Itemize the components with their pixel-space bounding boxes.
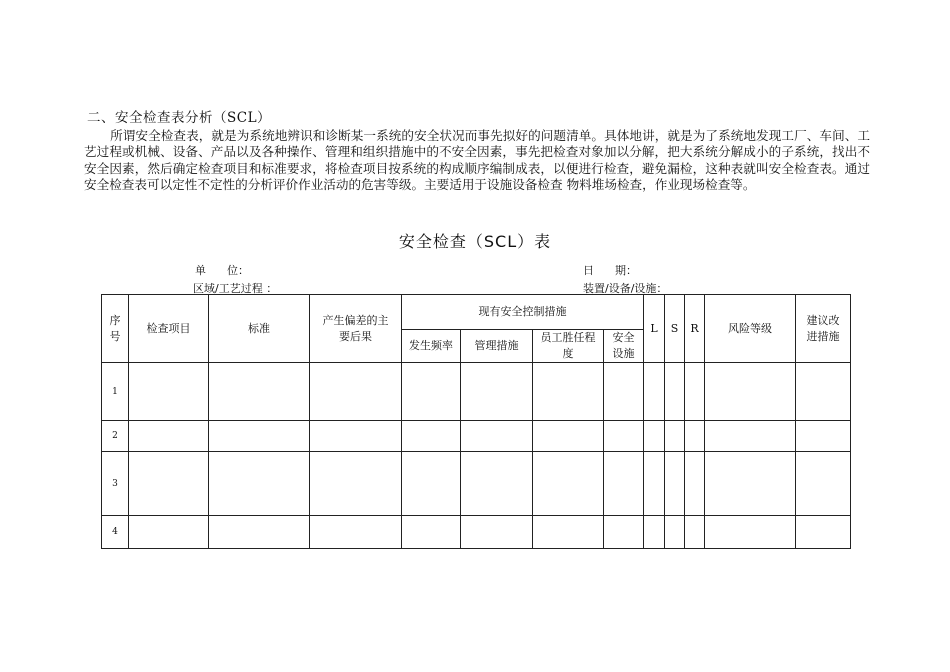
- header-frequency: 发生频率: [402, 330, 461, 363]
- cell-facility[interactable]: [604, 421, 644, 452]
- header-management: 管理措施: [461, 330, 533, 363]
- device-label: 装置/设备/设施：: [583, 282, 668, 295]
- cell-R[interactable]: [685, 516, 705, 549]
- cell-S[interactable]: [665, 452, 685, 516]
- header-S: S: [665, 295, 685, 363]
- header-suggestion: 建议改进措施: [796, 295, 851, 363]
- cell-management[interactable]: [461, 363, 533, 421]
- cell-check-item[interactable]: [129, 363, 209, 421]
- cell-standard[interactable]: [209, 363, 310, 421]
- intro-paragraph: [84, 128, 870, 193]
- cell-management[interactable]: [461, 516, 533, 549]
- cell-S[interactable]: [665, 516, 685, 549]
- unit-label: 单 位：: [195, 264, 249, 277]
- header-seq: 序号: [102, 295, 129, 363]
- cell-consequence[interactable]: [310, 452, 402, 516]
- cell-risk-level[interactable]: [705, 421, 796, 452]
- header-safety-facility: 安全设施: [604, 330, 644, 363]
- cell-management[interactable]: [461, 421, 533, 452]
- header-risk-level: 风险等级: [705, 295, 796, 363]
- cell-R[interactable]: [685, 363, 705, 421]
- header-L: L: [644, 295, 665, 363]
- cell-frequency[interactable]: [402, 452, 461, 516]
- cell-facility[interactable]: [604, 516, 644, 549]
- form-title: 安全检查（SCL）表: [398, 232, 552, 251]
- cell-facility[interactable]: [604, 363, 644, 421]
- cell-suggestion[interactable]: [796, 452, 851, 516]
- header-existing-controls: 现有安全控制措施: [402, 295, 644, 330]
- cell-check-item[interactable]: [129, 516, 209, 549]
- area-label: 区域/工艺过程 ：: [193, 282, 278, 295]
- intro-paragraph-text: 所谓安全检查表，就是为系统地辨识和诊断某一系统的安全状况而事先拟好的问题清单。具体地讲，就是为了系统地发现工厂、车间、工艺过程或机械、设备、产品以及各种操作、管理和组织措施中的不安全因素，事先把检查对象加以分解，把大系统分解成小的子系统，找出不安全因素，然后确定检查项目和标准要求，将检查项目按系统的构成顺序编制成表，以便进行检查，避免漏检，这种表就叫安全检查表。通过安全检查表可以定性不定性的分析评价作业活动的危害等级。主要适用于设施设备检查 物料堆场检查，作业现场检查等。: [84, 128, 870, 192]
- table-row: [102, 363, 851, 421]
- row-number: 3: [102, 452, 129, 516]
- cell-competence[interactable]: [533, 363, 604, 421]
- scl-table: [101, 294, 851, 549]
- table-row: [102, 452, 851, 516]
- cell-standard[interactable]: [209, 452, 310, 516]
- cell-check-item[interactable]: [129, 421, 209, 452]
- row-number: 4: [102, 516, 129, 549]
- cell-risk-level[interactable]: [705, 452, 796, 516]
- row-number: 1: [102, 363, 129, 421]
- cell-facility[interactable]: [604, 452, 644, 516]
- date-label: 日 期：: [583, 264, 637, 277]
- cell-frequency[interactable]: [402, 421, 461, 452]
- cell-consequence[interactable]: [310, 421, 402, 452]
- cell-frequency[interactable]: [402, 363, 461, 421]
- cell-suggestion[interactable]: [796, 421, 851, 452]
- header-check-item: 检查项目: [129, 295, 209, 363]
- cell-competence[interactable]: [533, 421, 604, 452]
- cell-S[interactable]: [665, 421, 685, 452]
- cell-standard[interactable]: [209, 421, 310, 452]
- cell-S[interactable]: [665, 363, 685, 421]
- cell-L[interactable]: [644, 421, 665, 452]
- header-consequence: 产生偏差的主要后果: [310, 295, 402, 363]
- cell-standard[interactable]: [209, 516, 310, 549]
- header-row-top: [102, 295, 851, 330]
- header-R: R: [685, 295, 705, 363]
- cell-L[interactable]: [644, 452, 665, 516]
- cell-suggestion[interactable]: [796, 363, 851, 421]
- section-heading: 二、安全检查表分析（SCL）: [87, 110, 272, 126]
- cell-competence[interactable]: [533, 452, 604, 516]
- cell-check-item[interactable]: [129, 452, 209, 516]
- table-row: [102, 421, 851, 452]
- cell-frequency[interactable]: [402, 516, 461, 549]
- header-standard: 标准: [209, 295, 310, 363]
- cell-risk-level[interactable]: [705, 363, 796, 421]
- table-row: [102, 516, 851, 549]
- cell-L[interactable]: [644, 363, 665, 421]
- row-number: 2: [102, 421, 129, 452]
- cell-competence[interactable]: [533, 516, 604, 549]
- cell-consequence[interactable]: [310, 363, 402, 421]
- cell-L[interactable]: [644, 516, 665, 549]
- cell-suggestion[interactable]: [796, 516, 851, 549]
- header-competence: 员工胜任程度: [533, 330, 604, 363]
- cell-management[interactable]: [461, 452, 533, 516]
- cell-R[interactable]: [685, 452, 705, 516]
- cell-R[interactable]: [685, 421, 705, 452]
- cell-consequence[interactable]: [310, 516, 402, 549]
- cell-risk-level[interactable]: [705, 516, 796, 549]
